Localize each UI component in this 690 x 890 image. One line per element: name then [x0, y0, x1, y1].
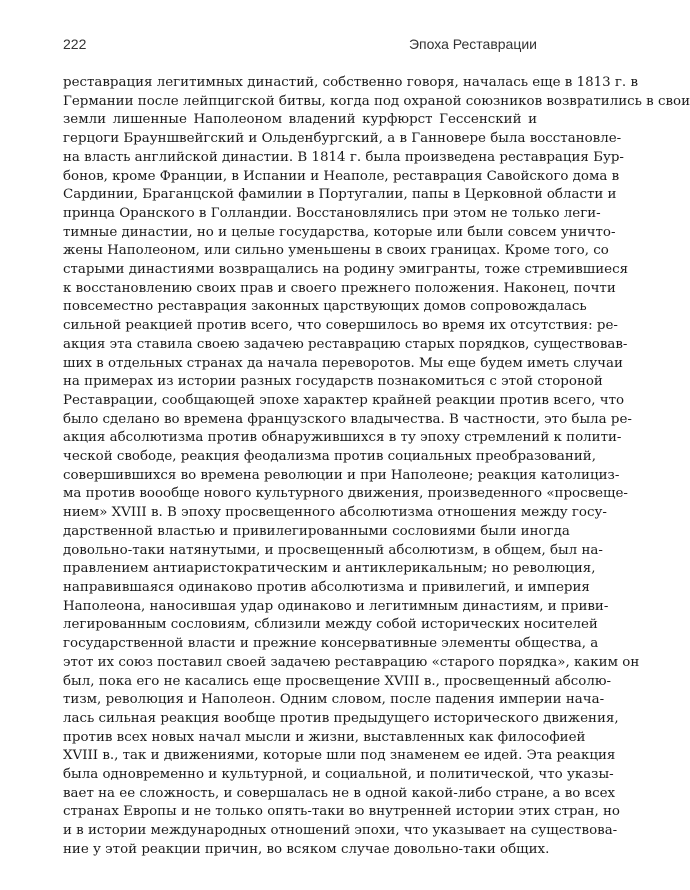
running-title: Эпоха Реставрации	[408, 36, 537, 52]
text-line: старыми династиями возвращались на родину эмигранты, тоже стремившиеся	[63, 262, 629, 278]
text-line: тимные династии, но и целые государства, которые или были совсем уничто-	[63, 224, 616, 240]
text-line: на примерах из истории разных государств познакомиться с этой стороной	[63, 374, 603, 390]
text-line: правлением антиаристократическим и антиклерикальным; но революция,	[63, 561, 596, 577]
text-line: жены Наполеоном, или сильно уменьшены в своих границах. Кроме того, со	[63, 243, 609, 259]
text-line: герцоги Брауншвейгский и Ольденбургский, а в Ганновере была восстановле-	[63, 131, 622, 147]
text-line: Германии после лейпцигской битвы, когда под охраной союзников возвратились в свои	[63, 93, 690, 109]
text-line: странах Европы и не только опять-таки во внутренней истории этих стран, но	[63, 804, 620, 820]
text-line: совершившихся во времена революции и при Наполеоне; реакция католициз-	[63, 467, 620, 483]
text-line: легированным сословиям, сблизили между собой исторических носителей	[63, 617, 598, 633]
text-line: было сделано во времена французского владычества. В частности, это была ре-	[63, 411, 632, 427]
body-text	[63, 74, 690, 860]
text-line: была одновременно и культурной, и социальной, и политической, что указы-	[63, 767, 614, 783]
text-line: довольно-таки натянутыми, и просвещенный абсолютизм, в общем, был на-	[63, 542, 603, 558]
text-line: вает на ее сложность, и совершалась не в одной какой-либо стране, а во всех	[63, 785, 616, 801]
text-line: Реставрации, сообщающей эпохе характер крайней реакции против всего, что	[63, 392, 625, 408]
text-line: бонов, кроме Франции, в Испании и Неаполе, реставрация Савойского дома в	[63, 168, 620, 184]
text-line: дарственной властью и привилегированными сословиями были иногда	[63, 523, 570, 539]
text-line: на власть английской династии. В 1814 г. была произведена реставрация Бур-	[63, 149, 624, 165]
text-line: Наполеона, наносившая удар одинаково и легитимным династиям, и приви-	[63, 598, 609, 614]
text-line: акция абсолютизма против обнаружившихся в ту эпоху стремлений к полити-	[63, 430, 622, 446]
text-line: акция эта ставила своею задачею реставрацию старых порядков, существовав-	[63, 336, 628, 352]
text-line: принца Оранского в Голландии. Восстановлялись при этом не только леги-	[63, 205, 601, 221]
text-line: и в истории международных отношений эпохи, что указывает на существова-	[63, 823, 618, 839]
text-line: XVIII в., так и движениями, которые шли под знаменем ее идей. Эта реакция	[63, 748, 616, 764]
text-line: реставрация легитимных династий, собственно говоря, началась еще в 1813 г. в	[63, 75, 638, 90]
text-line: ших в отдельных странах да начала переворотов. Мы еще будем иметь случаи	[63, 355, 623, 371]
text-line: ческой свободе, реакция феодализма против социальных преобразований,	[63, 449, 596, 465]
text-line: нием» XVIII в. В эпоху просвещенного абсолютизма отношения между госу-	[63, 505, 607, 521]
text-line: тизм, революция и Наполеон. Одним словом, после падения империи нача-	[63, 692, 605, 708]
text-line: к восстановлению своих прав и своего прежнего положения. Наконец, почти	[63, 280, 616, 296]
text-line: против всех новых начал мысли и жизни, выставленных как философией	[63, 729, 586, 745]
text-line: был, пока его не касались еще просвещение XVIII в., просвещенный абсолю-	[63, 673, 612, 689]
page-header	[63, 36, 537, 62]
text-line: направившаяся одинаково против абсолютизма и привилегий, и империя	[63, 579, 590, 595]
text-line: Сардинии, Браганцской фамилии в Португалии, папы в Церковной области и	[63, 187, 617, 203]
text-line: сильной реакцией против всего, что совершилось во время их отсутствия: ре-	[63, 318, 618, 334]
text-line: ма против воообще нового культурного движения, произведенного «просвеще-	[63, 486, 628, 502]
text-line: государственной власти и прежние консервативные элементы общества, а	[63, 636, 599, 652]
page-number: 222	[63, 36, 87, 52]
text-line: этот их союз поставил своей задачею реставрацию «старого порядка», каким он	[63, 654, 640, 670]
text-line: земли лишенные Наполеоном владений курфюрст Гессенский и	[63, 112, 537, 128]
text-line: лась сильная реакция вообще против предыдущего исторического движения,	[63, 710, 619, 726]
text-line: повсеместно реставрация законных царствующих домов сопровождалась	[63, 299, 587, 315]
text-line: ние у этой реакции причин, во всяком случае довольно-таки общих.	[63, 841, 550, 857]
